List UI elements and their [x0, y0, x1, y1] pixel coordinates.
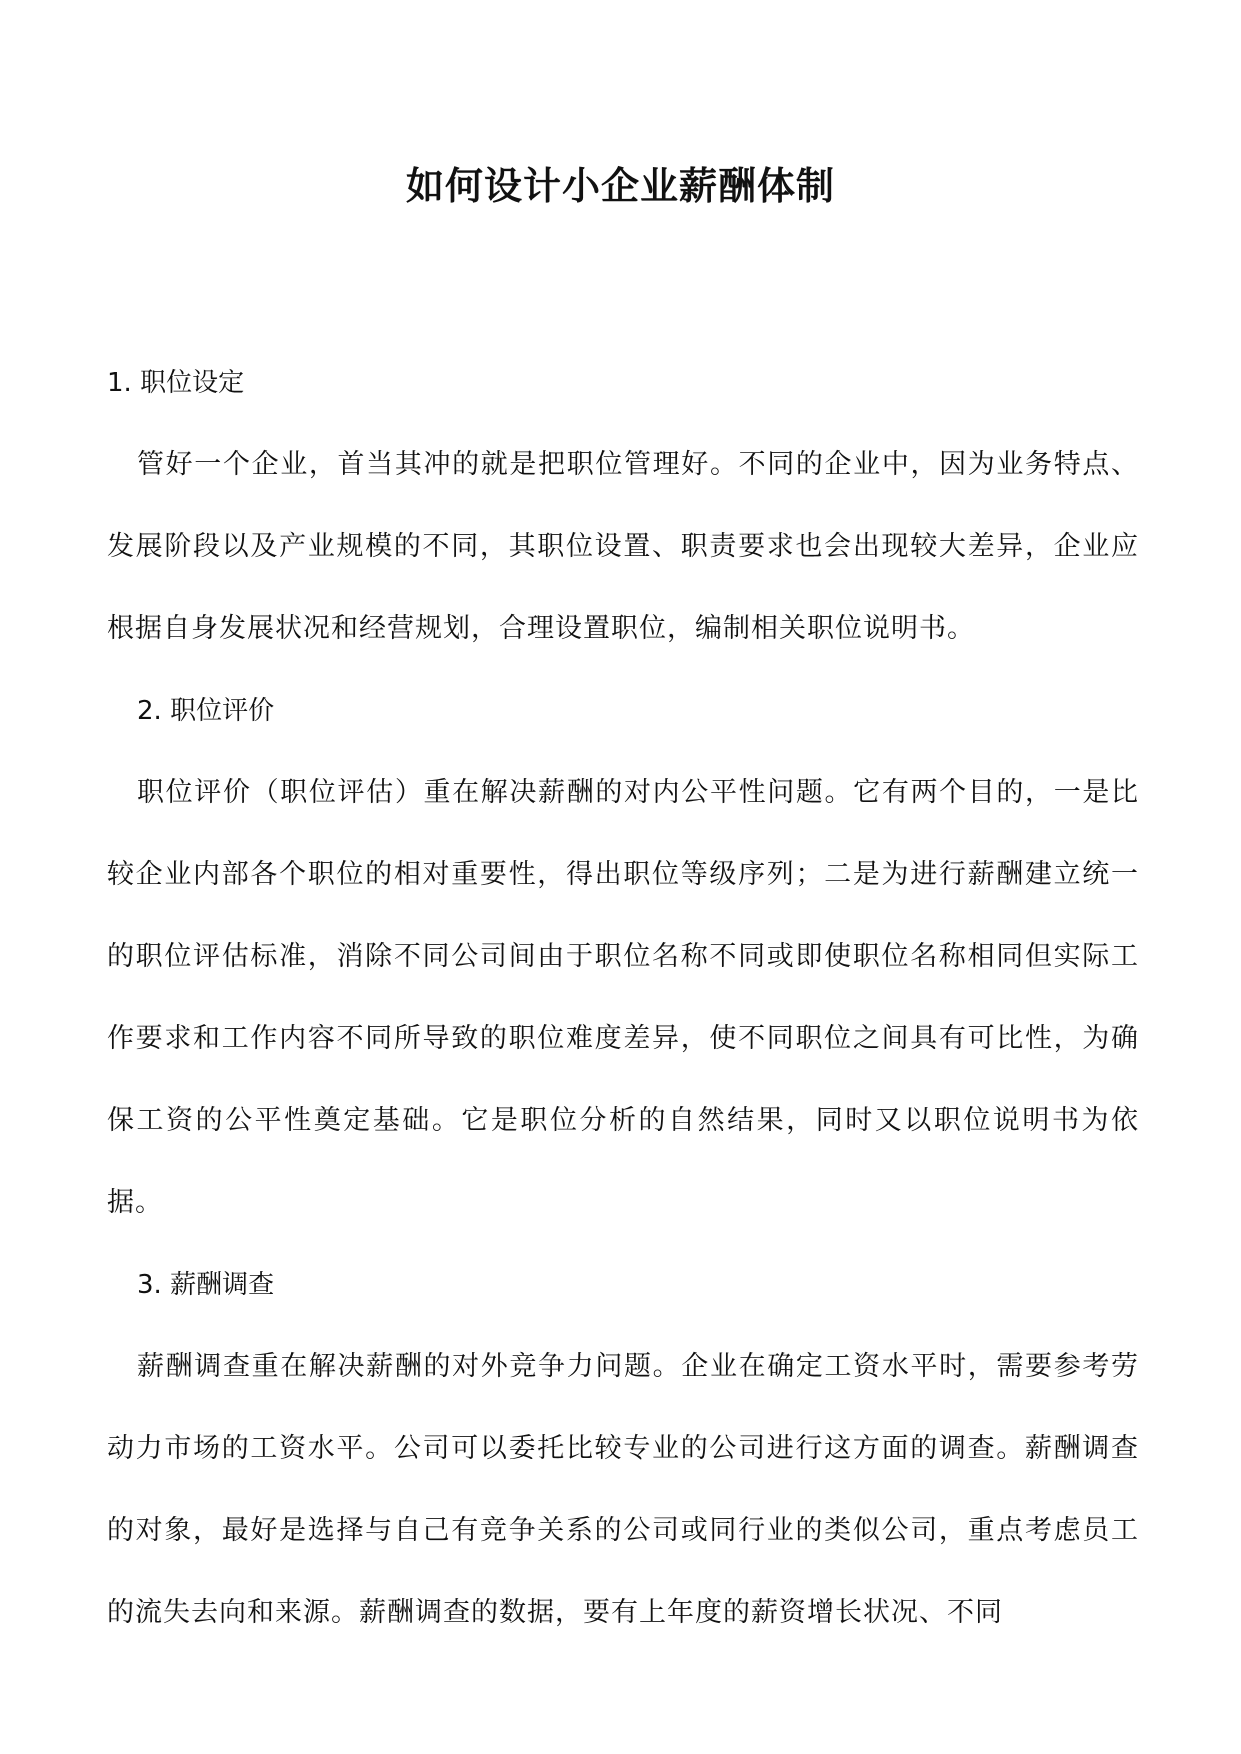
document-title: 如何设计小企业薪酬体制	[405, 163, 835, 208]
section-position-evaluation	[107, 670, 1139, 1244]
section-heading: 3. 薪酬调查	[137, 1270, 275, 1300]
section-heading: 1. 职位设定	[107, 368, 245, 398]
section-salary-survey	[107, 1244, 1139, 1654]
section-heading: 2. 职位评价	[137, 696, 275, 726]
section-paragraph: 管好一个企业，首当其冲的就是把职位管理好。不同的企业中，因为业务特点、发展阶段以及产业规模的不同，其职位设置、职责要求也会出现较大差异，企业应根据自身发展状况和经营规划，合理设置职位，编制相关职位说明书。	[107, 449, 1139, 644]
section-paragraph: 职位评价（职位评估）重在解决薪酬的对内公平性问题。它有两个目的，一是比较企业内部各个职位的相对重要性，得出职位等级序列；二是为进行薪酬建立统一的职位评估标准，消除不同公司间由于职位名称不同或即使职位名称相同但实际工作要求和工作内容不同所导致的职位难度差异，使不同职位之间具有可比性，为确保工资的公平性奠定基础。它是职位分析的自然结果，同时又以职位说明书为依据。	[107, 777, 1139, 1218]
document-body	[107, 342, 1139, 1654]
section-paragraph: 薪酬调查重在解决薪酬的对外竞争力问题。企业在确定工资水平时，需要参考劳动力市场的工资水平。公司可以委托比较专业的公司进行这方面的调查。薪酬调查的对象，最好是选择与自己有竞争关系的公司或同行业的类似公司，重点考虑员工的流失去向和来源。薪酬调查的数据，要有上年度的薪资增长状况、不同	[107, 1351, 1139, 1628]
section-position-setting	[107, 342, 1139, 670]
